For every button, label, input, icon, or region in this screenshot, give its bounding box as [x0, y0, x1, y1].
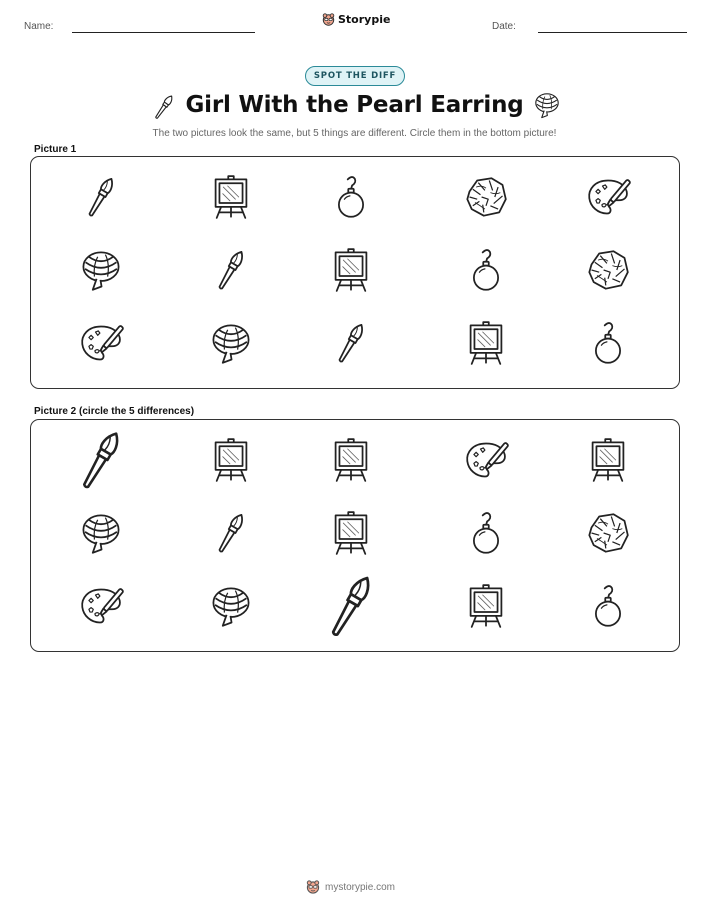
picture-2-r1c4-palette-icon[interactable]: [464, 438, 508, 482]
footer-url[interactable]: mystorypie.com: [325, 881, 396, 893]
picture-1-label: Picture 1: [34, 144, 77, 155]
picture-2-panel[interactable]: [30, 419, 680, 652]
picture-1-r3c2-turban-icon: [209, 321, 253, 365]
picture-2-r3c5-pearl-earring-icon[interactable]: [586, 584, 630, 628]
picture-2-r2c5-rock-icon[interactable]: [586, 511, 630, 555]
picture-2-r1c2-easel-icon[interactable]: [209, 438, 253, 482]
picture-1-r2c5-rock-icon: [586, 248, 630, 292]
picture-2-r3c4-easel-icon[interactable]: [464, 584, 508, 628]
picture-1-r1c1-paintbrush-icon: [79, 175, 123, 219]
date-line[interactable]: [538, 32, 687, 33]
picture-1-panel: [30, 156, 680, 389]
picture-1-r2c4-pearl-earring-icon: [464, 248, 508, 292]
picture-2-r3c3-paintbrush-icon[interactable]: [317, 572, 385, 640]
picture-1-r1c2-easel-icon: [209, 175, 253, 219]
name-label: Name:: [24, 21, 54, 32]
instructions-text: The two pictures look the same, but 5 things are different. Circle them in the bottom picture!: [152, 128, 557, 139]
picture-1-r1c4-rock-icon: [464, 175, 508, 219]
picture-1-r2c2-paintbrush-icon: [209, 248, 253, 292]
picture-2-r1c1-paintbrush-icon[interactable]: [69, 428, 133, 492]
brand-name: Storypie: [338, 13, 391, 26]
title-turban-icon: [533, 91, 561, 119]
picture-2-r1c5-easel-icon[interactable]: [586, 438, 630, 482]
name-line[interactable]: [72, 32, 255, 33]
picture-1-r3c5-pearl-earring-icon: [586, 321, 630, 365]
footer: [306, 880, 395, 894]
picture-2-r2c2-paintbrush-icon[interactable]: [209, 511, 253, 555]
picture-2-r2c1-turban-icon[interactable]: [79, 511, 123, 555]
storypie-mascot-icon: [322, 13, 335, 26]
picture-2-label: Picture 2 (circle the 5 differences): [34, 406, 195, 417]
picture-2-r2c4-pearl-earring-icon[interactable]: [464, 511, 508, 555]
picture-1-r3c1-palette-icon: [79, 321, 123, 365]
picture-1-r3c3-paintbrush-icon: [329, 321, 373, 365]
picture-1-r2c3-easel-icon: [329, 248, 373, 292]
picture-2-r3c1-palette-icon[interactable]: [79, 584, 123, 628]
picture-1-r1c5-palette-icon: [586, 175, 630, 219]
picture-1-r1c3-pearl-earring-icon: [329, 175, 373, 219]
picture-1-r3c4-easel-icon: [464, 321, 508, 365]
picture-2-r3c2-turban-icon[interactable]: [209, 584, 253, 628]
picture-1-r2c1-turban-icon: [79, 248, 123, 292]
storypie-mascot-icon: [306, 880, 320, 894]
spot-the-diff-badge: SPOT THE DIFF: [305, 66, 405, 86]
worksheet-title: Girl With the Pearl Earring: [185, 92, 524, 118]
storypie-logo: [322, 13, 390, 26]
picture-2-r1c3-easel-icon[interactable]: [329, 438, 373, 482]
date-label: Date:: [492, 21, 516, 32]
picture-2-r2c3-easel-icon[interactable]: [329, 511, 373, 555]
